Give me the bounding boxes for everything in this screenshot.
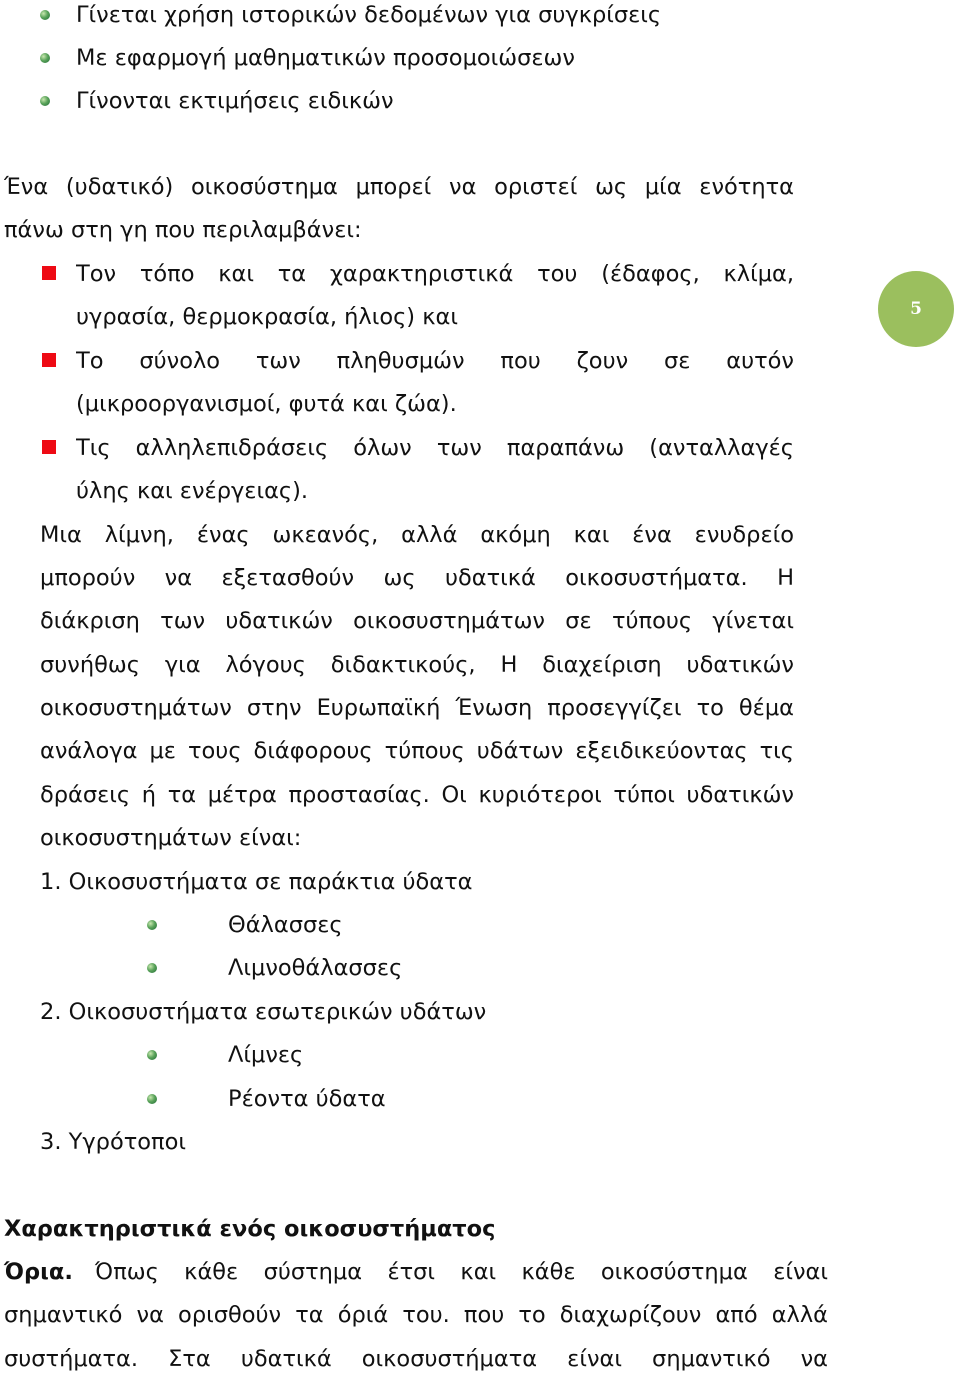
- bullet-icon: [147, 963, 157, 973]
- bullet-text: Με εφαρμογή μαθηματικών προσομοιώσεων: [76, 45, 575, 71]
- type-item: Ρέοντα ύδατα: [228, 1086, 386, 1112]
- limits-line: σημαντικό να ορισθούν τα όριά του. που το διαχωρίζουν από αλλά: [4, 1302, 828, 1328]
- page-number-badge: 5: [878, 271, 954, 347]
- limits-term: Όρια.: [4, 1259, 73, 1285]
- paragraph-line: οικοσυστημάτων είναι:: [40, 825, 302, 851]
- list-item-line: Τον τόπο και τα χαρακτηριστικά του (έδαφος, κλίμα,: [76, 261, 794, 287]
- list-item-line: (μικροοργανισμοί, φυτά και ζώα).: [76, 391, 457, 417]
- limits-text: Όπως κάθε σύστημα έτσι και κάθε οικοσύστημα είναι: [94, 1259, 828, 1285]
- type-heading: 1. Οικοσυστήματα σε παράκτια ύδατα: [40, 869, 473, 895]
- section-heading: Χαρακτηριστικά ενός οικοσυστήματος: [4, 1216, 496, 1242]
- bullet-text: Γίνονται εκτιμήσεις ειδικών: [76, 88, 394, 114]
- list-item-line: Τις αλληλεπιδράσεις όλων των παραπάνω (ανταλλαγές: [76, 435, 794, 461]
- list-item-line: υγρασία, θερμοκρασία, ήλιος) και: [76, 304, 458, 330]
- limits-line: [4, 1257, 828, 1287]
- paragraph-line: δράσεις ή τα μέτρα προστασίας. Οι κυριότεροι τύποι υδατικών: [40, 782, 794, 808]
- bullet-icon: [147, 1050, 157, 1060]
- square-bullet-icon: [42, 266, 56, 280]
- paragraph-line: συνήθως για λόγους διδακτικούς, Η διαχείριση υδατικών: [40, 652, 794, 678]
- list-item-line: ύλης και ενέργειας).: [76, 478, 309, 504]
- type-item: Λιμνοθάλασσες: [228, 955, 403, 981]
- type-heading: 3. Υγρότοποι: [40, 1129, 186, 1155]
- type-item: Λίμνες: [228, 1042, 304, 1068]
- paragraph-line: οικοσυστημάτων στην Ευρωπαϊκή Ένωση προσεγγίζει το θέμα: [40, 695, 794, 721]
- paragraph-line: διάκριση των υδατικών οικοσυστημάτων σε τύπους γίνεται: [40, 608, 794, 634]
- bullet-icon: [40, 53, 50, 63]
- limits-line: συστήματα. Στα υδατικά οικοσυστήματα είναι σημαντικό να: [4, 1346, 828, 1372]
- paragraph-line: Μια λίμνη, ένας ωκεανός, αλλά ακόμη και ένα ενυδρείο: [40, 522, 794, 548]
- intro-line: Ένα (υδατικό) οικοσύστημα μπορεί να οριστεί ως μία ενότητα: [4, 174, 794, 200]
- square-bullet-icon: [42, 440, 56, 454]
- bullet-icon: [40, 96, 50, 106]
- bullet-icon: [147, 920, 157, 930]
- paragraph-line: ανάλογα με τους διάφορους τύπους υδάτων εξειδικεύοντας τις: [40, 738, 794, 764]
- bullet-icon: [147, 1094, 157, 1104]
- intro-line: πάνω στη γη που περιλαμβάνει:: [4, 217, 362, 243]
- square-bullet-icon: [42, 353, 56, 367]
- type-heading: 2. Οικοσυστήματα εσωτερικών υδάτων: [40, 999, 487, 1025]
- bullet-text: Γίνεται χρήση ιστορικών δεδομένων για συγκρίσεις: [76, 2, 662, 28]
- paragraph-line: μπορούν να εξετασθούν ως υδατικά οικοσυστήματα. Η: [40, 565, 794, 591]
- bullet-icon: [40, 10, 50, 20]
- type-item: Θάλασσες: [228, 912, 343, 938]
- list-item-line: Το σύνολο των πληθυσμών που ζουν σε αυτόν: [76, 348, 794, 374]
